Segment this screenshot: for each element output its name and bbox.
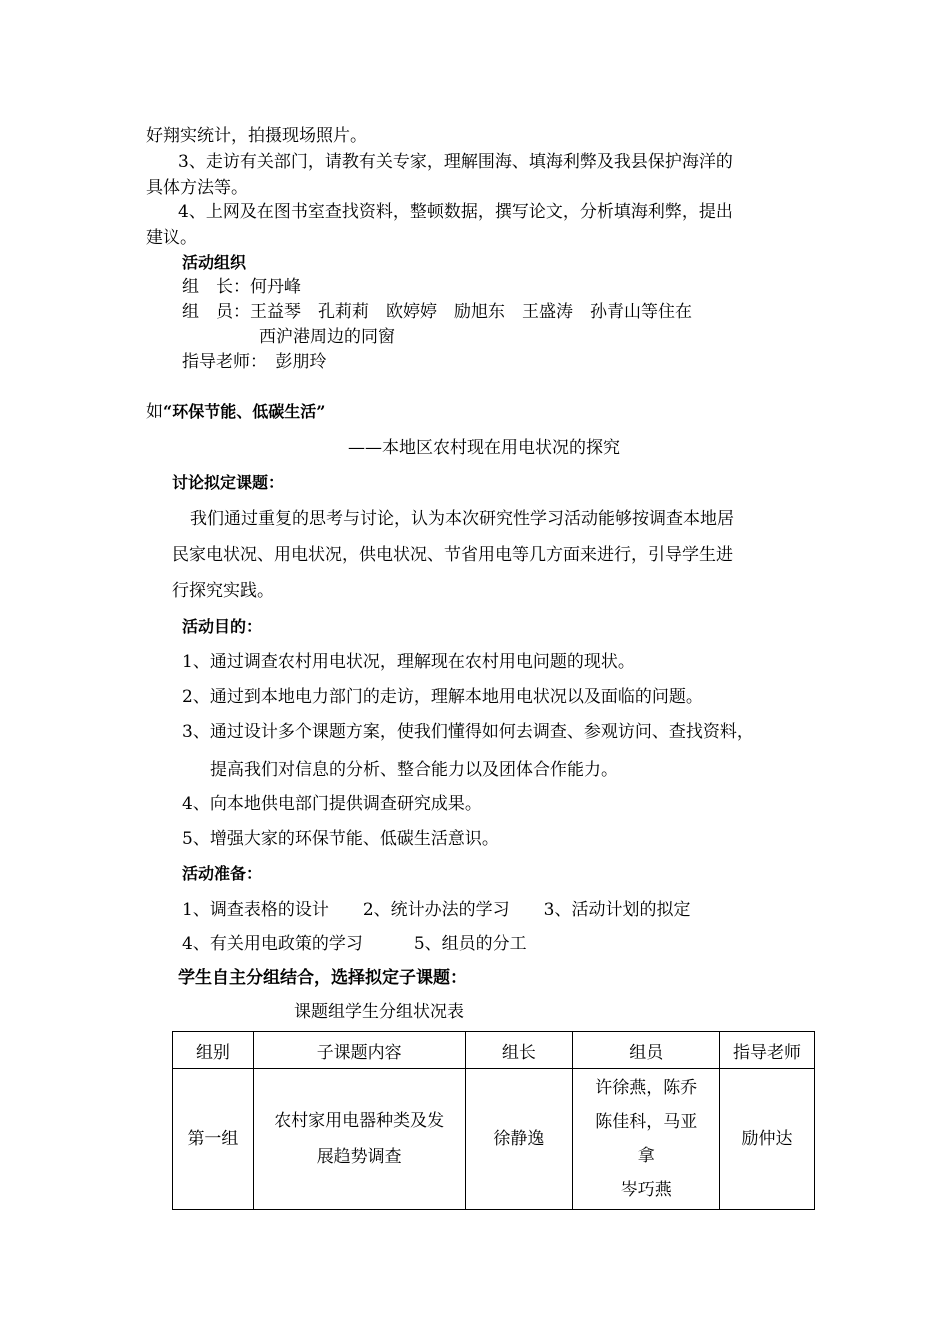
member-line: 岑巧燕: [620, 1180, 672, 1200]
list-item: 1、通过调查农村用电状况，理解现在农村用电问题的现状。: [182, 652, 635, 672]
list-item: 2、通过到本地电力部门的走访，理解本地用电状况以及面临的问题。: [182, 687, 703, 707]
header-cell: 组别: [173, 1032, 254, 1069]
example-title: “环保节能、低碳生活”: [163, 402, 326, 421]
teacher-cell: 励仲达: [720, 1069, 815, 1210]
group-table: [172, 1031, 815, 1210]
group-cell: 第一组: [173, 1069, 254, 1210]
section-heading: 活动目的：: [182, 617, 263, 636]
leader-cell: 徐静逸: [465, 1069, 573, 1210]
list-item: 3、通过设计多个课题方案，使我们懂得如何去调查、参观访问、查找资料，: [182, 722, 754, 742]
table-header-row: [173, 1032, 815, 1069]
member-line: 拿: [637, 1146, 655, 1166]
paragraph-line: 民家电状况、用电状况，供电状况、节省用电等几方面来进行，引导学生进: [172, 545, 733, 565]
list-item-continued: 提高我们对信息的分析、整合能力以及团体合作能力。: [210, 760, 618, 780]
topic-cell: [253, 1069, 465, 1210]
list-item: 3、走访有关部门，请教有关专家，理解围海、填海利弊及我县保护海洋的: [178, 152, 733, 172]
header-cell: 指导老师: [720, 1032, 815, 1069]
teacher-line: 指导老师： 彭朋玲: [182, 352, 327, 372]
example-subtitle: ——本地区农村现在用电状况的探究: [348, 438, 620, 458]
member-line: 许徐燕，陈乔: [595, 1078, 698, 1098]
member-line: 陈佳科，马亚: [595, 1112, 698, 1132]
table-row: [173, 1069, 815, 1210]
members-line: 西沪港周边的同窗: [259, 327, 395, 347]
example-prefix: 如: [146, 402, 163, 422]
paragraph-line: 我们通过重复的思考与讨论，认为本次研究性学习活动能够按调查本地居: [190, 509, 734, 529]
text-line: 建议。: [146, 228, 197, 248]
text-line: 好翔实统计，拍摄现场照片。: [146, 126, 367, 146]
topic-line: 农村家用电器种类及发: [274, 1111, 445, 1131]
members-line: 组 员：王益琴 孔莉莉 欧婷婷 励旭东 王盛涛 孙青山等住在: [182, 302, 692, 322]
section-heading: 学生自主分组结合，选择拟定子课题：: [178, 968, 467, 988]
prep-list-row: 1、调查表格的设计 2、统计办法的学习 3、活动计划的拟定: [182, 900, 691, 920]
table-title: 课题组学生分组状况表: [294, 1002, 464, 1022]
example-heading: [146, 402, 325, 422]
list-item: 4、向本地供电部门提供调查研究成果。: [182, 794, 482, 814]
section-heading: 活动组织: [182, 253, 247, 272]
section-heading: 讨论拟定课题：: [172, 473, 285, 492]
topic-line: 展趋势调查: [316, 1147, 402, 1167]
list-item: 4、上网及在图书室查找资料，整顿数据，撰写论文，分析填海利弊，提出: [178, 202, 733, 222]
list-item: 5、增强大家的环保节能、低碳生活意识。: [182, 829, 499, 849]
section-heading: 活动准备：: [182, 864, 263, 883]
text-line: 具体方法等。: [146, 178, 248, 198]
header-cell: 组长: [465, 1032, 573, 1069]
prep-list-row: 4、有关用电政策的学习 5、组员的分工: [182, 934, 527, 954]
header-cell: 子课题内容: [253, 1032, 465, 1069]
header-cell: 组员: [573, 1032, 720, 1069]
leader-line: 组 长：何丹峰: [182, 277, 301, 297]
paragraph-line: 行探究实践。: [172, 581, 274, 601]
members-cell: [573, 1069, 720, 1210]
